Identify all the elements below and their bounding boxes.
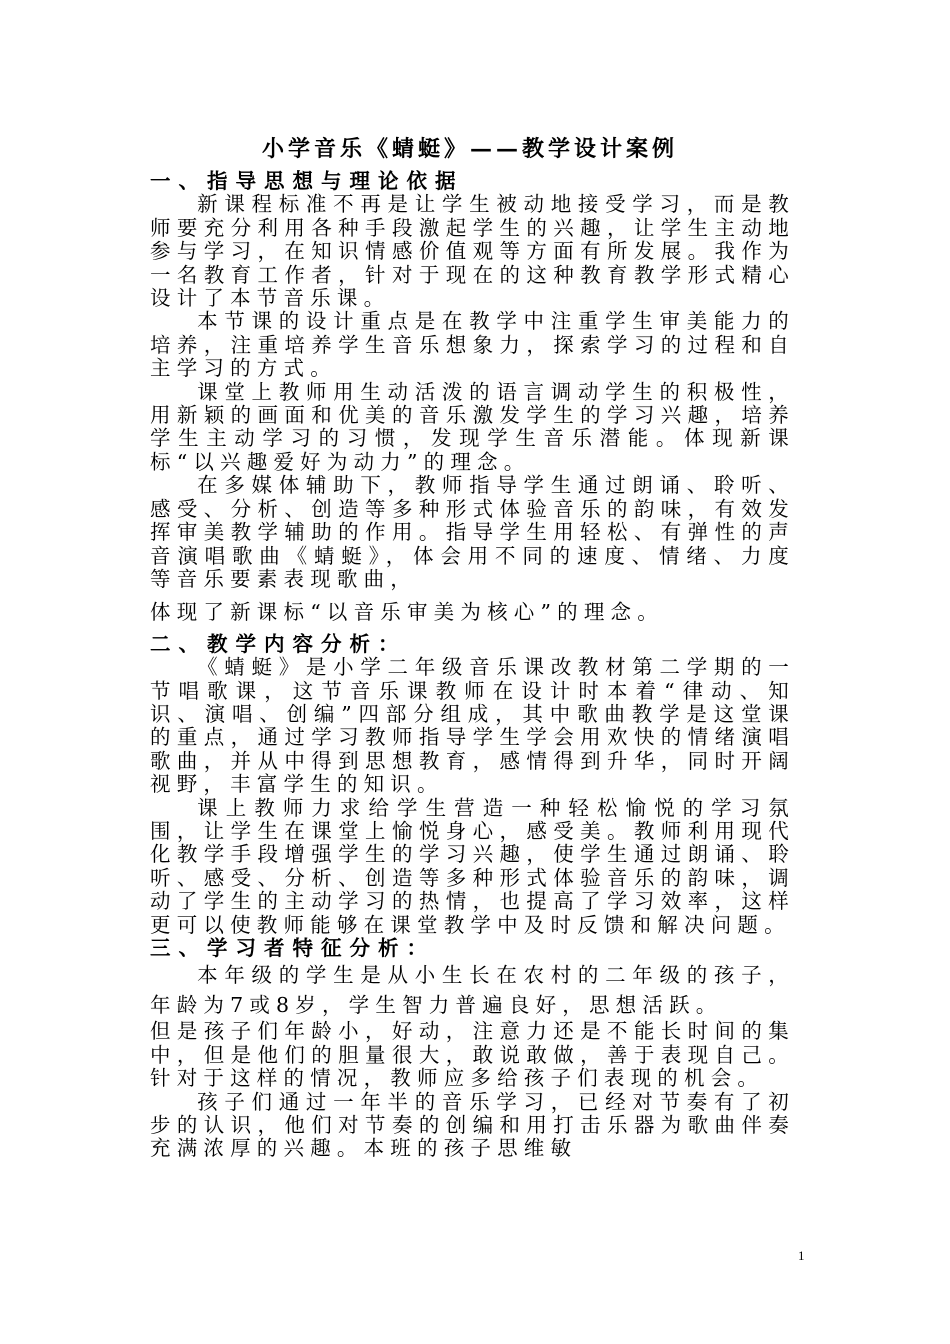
- page-number: 1: [798, 1248, 805, 1263]
- section-heading-learner-analysis: 三、学习者特征分析：: [150, 936, 435, 960]
- paragraph: 新课程标准不再是让学生被动地接受学习，而是教师要充分利用各种手段激起学生的兴趣，让学生主动地参与学习，在知识情感价值观等方面有所发展。我作为一名教育工作者，针对于现在的这种教育教学形式精心设计了本节音乐课。: [150, 192, 795, 311]
- paragraph: 课上教师力求给学生营造一种轻松愉悦的学习氛围，让学生在课堂上愉悦身心，感受美。教师利用现代化教学手段增强学生的学习兴趣，使学生通过朗诵、聆听、感受、分析、创造等多种形式体验音乐的韵味，调动了学生的主动学习的热情，也提高了学习效率，这样更可以使教师能够在课堂教学中及时反馈和解决问题。: [150, 795, 795, 937]
- section-heading-guiding-ideas: 一、指导思想与理论依据: [150, 169, 464, 193]
- paragraph: 体现了新课标“以音乐审美为核心”的理念。: [150, 600, 664, 625]
- paragraph: 本年级的学生是从小生长在农村的二年级的孩子，年龄为7或8岁，学生智力普遍良好，思想活跃。: [150, 963, 795, 1018]
- document-title: 小学音乐《蜻蜓》——教学设计案例: [261, 136, 678, 162]
- paragraph: 孩子们通过一年半的音乐学习，已经对节奏有了初步的认识，他们对节奏的创编和用打击乐器为歌曲伴奏充满浓厚的兴趣。本班的孩子思维敏: [150, 1089, 795, 1161]
- section-heading-content-analysis: 二、教学内容分析：: [150, 631, 407, 656]
- paragraph: 课堂上教师用生动活泼的语言调动学生的积极性，用新颖的画面和优美的音乐激发学生的学习兴趣，培养学生主动学习的习惯，发现学生音乐潜能。体现新课标“以兴趣爱好为动力”的理念。: [150, 379, 795, 474]
- paragraph: 《蜻蜓》是小学二年级音乐课改教材第二学期的一节唱歌课，这节音乐课教师在设计时本着“律动、知识、演唱、创编”四部分组成，其中歌曲教学是这堂课的重点，通过学习教师指导学生学会用欢快的情绪演唱歌曲，并从中得到思想教育，感情得到升华，同时开阔视野，丰富学生的知识。: [150, 655, 795, 797]
- paragraph: 但是孩子们年龄小，好动，注意力还是不能长时间的集中，但是他们的胆量很大，敢说敢做，善于表现自己。针对于这样的情况，教师应多给孩子们表现的机会。: [150, 1019, 795, 1091]
- paragraph: 本节课的设计重点是在教学中注重学生审美能力的培养，注重培养学生音乐想象力，探索学习的过程和自主学习的方式。: [150, 309, 795, 381]
- document-body: [150, 170, 795, 1161]
- paragraph: 在多媒体辅助下，教师指导学生通过朗诵、聆听、感受、分析、创造等多种形式体验音乐的韵味，有效发挥审美教学辅助的作用。指导学生用轻松、有弹性的声音演唱歌曲《蜻蜓》，体会用不同的速度、情绪、力度等音乐要素表现歌曲，: [150, 473, 795, 591]
